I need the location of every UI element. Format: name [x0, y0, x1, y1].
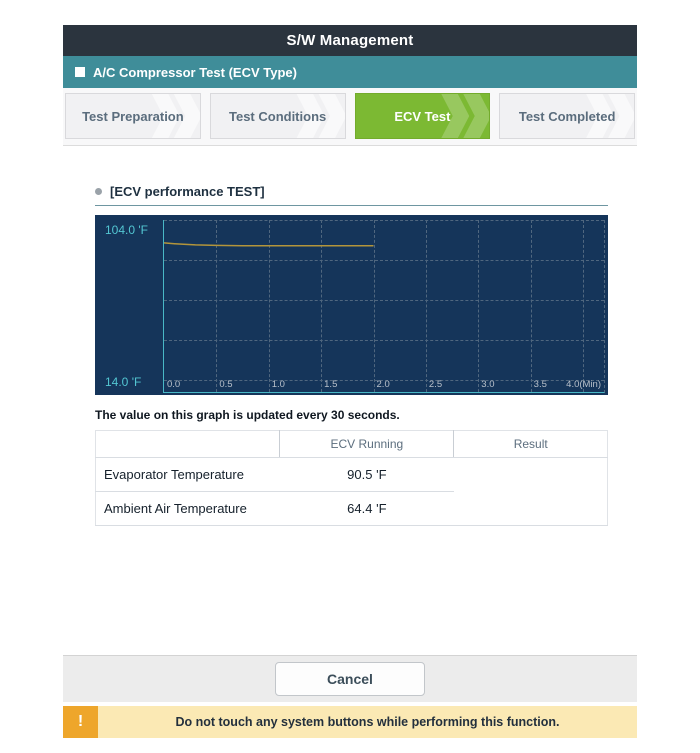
tab-label: Test Conditions	[228, 108, 327, 124]
tab-label: Test Completed	[518, 108, 616, 124]
y-axis-max-label: 104.0 'F	[105, 223, 148, 237]
row-label-evaporator: Evaporator Temperature	[96, 458, 280, 492]
ambient-temperature-value: 64.4 'F	[280, 492, 454, 526]
tab-ecv-test[interactable]	[355, 93, 491, 139]
cancel-button[interactable]: Cancel	[275, 662, 425, 696]
section-title: A/C Compressor Test (ECV Type)	[93, 64, 297, 80]
tab-test-conditions[interactable]	[210, 93, 346, 139]
graph-section-title	[95, 184, 608, 206]
tab-test-preparation[interactable]	[65, 93, 201, 139]
warning-bar	[63, 706, 637, 738]
exclamation-icon: !	[63, 706, 98, 738]
page-title: S/W Management	[286, 32, 414, 49]
app-header	[63, 25, 637, 56]
ecv-performance-chart	[95, 215, 608, 395]
x-tick-label: 3.0	[481, 379, 495, 390]
table-row	[96, 458, 608, 492]
x-tick-label: 4.0(Min)	[566, 379, 601, 390]
x-tick-label: 0.5	[219, 379, 233, 390]
x-tick-label: 2.0	[376, 379, 390, 390]
column-header-result: Result	[454, 431, 608, 458]
square-bullet-icon	[75, 67, 85, 77]
plot-area	[163, 220, 605, 393]
footer-bar	[63, 655, 637, 702]
temperature-trace	[164, 243, 374, 246]
step-tabs	[65, 93, 635, 139]
column-header-ecv-running: ECV Running	[280, 431, 454, 458]
step-tabs-strip	[63, 88, 637, 146]
result-table	[95, 430, 608, 526]
section-header	[63, 56, 637, 88]
graph-title: [ECV performance TEST]	[110, 184, 265, 199]
row-label-ambient: Ambient Air Temperature	[96, 492, 280, 526]
x-tick-label: 0.0	[167, 379, 181, 390]
x-tick-label: 2.5	[428, 379, 443, 390]
y-axis-min-label: 14.0 'F	[105, 375, 142, 389]
tab-label: ECV Test	[394, 108, 451, 124]
tab-label: Test Preparation	[82, 108, 184, 124]
column-header-blank	[96, 431, 280, 458]
result-value	[454, 458, 608, 526]
x-tick-label: 3.5	[533, 379, 547, 390]
sw-management-page	[63, 25, 637, 738]
warning-message: Do not touch any system buttons while performing this function.	[175, 715, 560, 729]
table-header-row	[96, 431, 608, 458]
tab-test-completed[interactable]	[499, 93, 635, 139]
ecv-line	[164, 220, 604, 392]
graph-update-note: The value on this graph is updated every 30 seconds.	[95, 408, 400, 422]
bullet-icon	[95, 188, 102, 195]
x-tick-label: 1.0	[271, 379, 285, 390]
evaporator-temperature-value: 90.5 'F	[280, 458, 454, 492]
x-tick-label: 1.5	[324, 379, 338, 390]
